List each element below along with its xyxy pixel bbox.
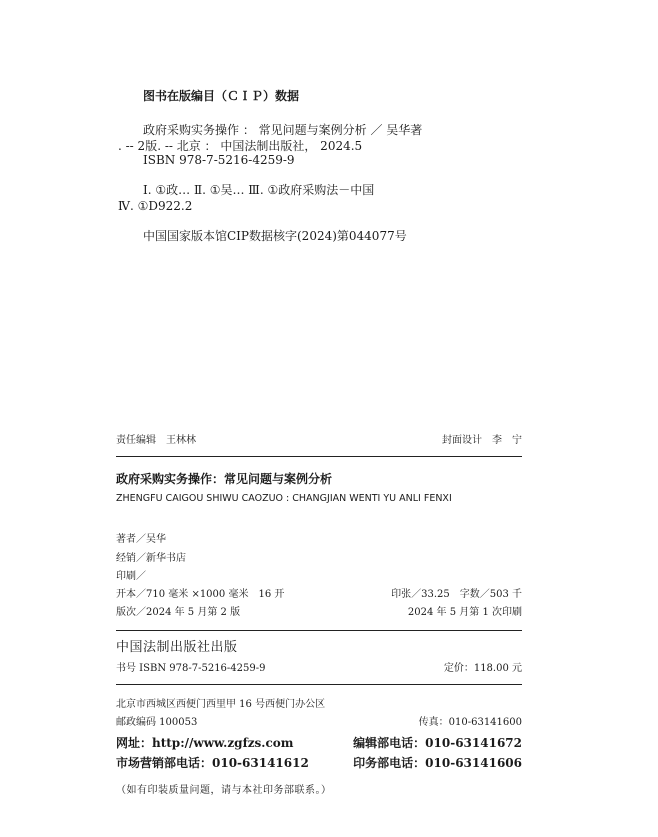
cip-heading: 图书在版编目（ＣＩＰ）数据	[143, 89, 300, 103]
author: 著者／吴华	[116, 534, 166, 545]
address: 北京市西城区西便门西里甲 16 号西便门办公区	[116, 699, 326, 710]
postcode: 邮政编码 100053	[116, 717, 198, 728]
cip-line-2: . -- 2版. -- 北京 ： 中国法制出版社， 2024.5	[118, 139, 363, 153]
price: 定价：118.00 元	[443, 663, 522, 674]
book-title: 政府采购实务操作：常见问题与案例分析	[116, 472, 333, 486]
divider-credits	[116, 456, 522, 457]
printing-phone: 印务部电话：010-63141606	[353, 756, 522, 770]
book-title-pinyin: ZHENGFU CAIGOU SHIWU CAOZUO : CHANGJIAN WENTI YU ANLI FENXI	[116, 493, 452, 504]
printing: 2024 年 5 月第 1 次印刷	[407, 607, 522, 618]
divider-publisher	[116, 684, 522, 685]
quality-note: （如有印装质量问题，请与本社印务部联系。）	[116, 785, 332, 796]
divider-specs	[116, 630, 522, 631]
marketing-phone: 市场营销部电话：010-63141612	[116, 756, 309, 770]
isbn: 书号 ISBN 978-7-5216-4259-9	[116, 663, 266, 674]
cip-line-5: Ⅳ. ①D922.2	[118, 199, 193, 213]
editorial-phone: 编辑部电话：010-63141672	[353, 736, 522, 750]
page-format: 开本／710 毫米 ×1000 毫米 16 开	[116, 589, 285, 600]
edition: 版次／2024 年 5 月第 2 版	[116, 607, 241, 618]
website[interactable]: 网址：http://www.zgfzs.com	[116, 736, 294, 750]
cip-line-3: ISBN 978-7-5216-4259-9	[143, 153, 295, 167]
fax: 传真：010-63141600	[418, 717, 522, 728]
printer: 印刷／	[116, 571, 146, 582]
sheets-and-words: 印张／33.25 字数／503 千	[391, 589, 522, 600]
distributor: 经销／新华书店	[116, 553, 186, 564]
cip-record: 中国国家版本馆CIP数据核字(2024)第044077号	[143, 229, 407, 243]
cover-designer: 封面设计 李 宁	[442, 435, 522, 446]
cip-line-1: 政府采购实务操作 ： 常见问题与案例分析 ／ 吴华著	[143, 123, 423, 137]
responsible-editor: 责任编辑 王林林	[116, 435, 196, 446]
cip-line-4: Ⅰ. ①政… Ⅱ. ①吴… Ⅲ. ①政府采购法－中国	[143, 183, 375, 197]
publisher-name: 中国法制出版社出版	[116, 640, 238, 655]
